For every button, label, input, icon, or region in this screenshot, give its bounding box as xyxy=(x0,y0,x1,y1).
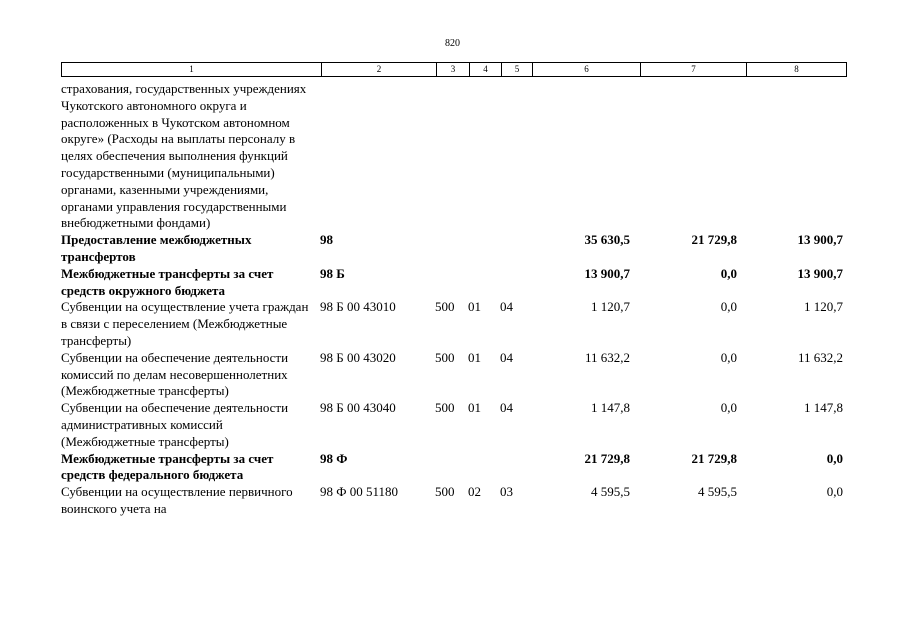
row-regional: 13 900,7 xyxy=(797,265,843,281)
row-code: 98 Б xyxy=(320,265,345,281)
row-pr: 04 xyxy=(500,299,513,315)
row-name: Субвенции на осуществление учета граждан в связи с переселением (Межбюджетные трансферты) xyxy=(61,299,309,348)
row-total: 1 120,7 xyxy=(591,299,630,315)
row-pr: 04 xyxy=(500,400,513,416)
header-col-8: 8 xyxy=(746,63,846,76)
row-pr: 04 xyxy=(500,349,513,365)
row-name: Субвенции на осуществление первичного воинского учета на xyxy=(61,484,293,516)
row-regional: 0,0 xyxy=(826,484,843,500)
page-number: 820 xyxy=(445,38,460,49)
row-code: 98 Ф xyxy=(320,450,348,466)
row-federal: 0,0 xyxy=(720,400,737,416)
row-code: 98 Ф 00 51180 xyxy=(320,484,399,500)
row-federal: 4 595,5 xyxy=(698,484,737,500)
table-row xyxy=(61,484,847,518)
row-rz: 02 xyxy=(468,484,481,500)
row-code: 98 Б 00 43010 xyxy=(320,299,396,315)
row-federal: 0,0 xyxy=(720,299,737,315)
row-total: 11 632,2 xyxy=(584,349,630,365)
row-name: Межбюджетные трансферты за счет средств окружного бюджета xyxy=(61,265,274,298)
row-federal: 21 729,8 xyxy=(691,450,737,466)
row-total: 21 729,8 xyxy=(584,450,630,466)
table-row xyxy=(61,81,847,232)
row-code: 98 Б 00 43040 xyxy=(320,400,396,416)
row-name: Субвенции на обеспечение деятельности комиссий по делам несовершеннолетних (Межбюджетные трансферты) xyxy=(61,349,289,399)
table-row xyxy=(61,299,847,349)
row-total: 13 900,7 xyxy=(584,265,630,281)
row-name: Предоставление межбюджетных трансфертов xyxy=(61,232,252,264)
row-vr: 500 xyxy=(435,400,455,416)
table-row xyxy=(61,232,847,266)
row-federal: 0,0 xyxy=(720,265,737,281)
row-vr: 500 xyxy=(435,299,455,315)
row-federal: 21 729,8 xyxy=(691,232,737,248)
row-vr: 500 xyxy=(435,484,455,500)
row-pr: 03 xyxy=(500,484,513,500)
row-rz: 01 xyxy=(468,349,481,365)
table-header xyxy=(61,62,847,77)
header-col-5: 5 xyxy=(501,63,532,76)
row-name: Субвенции на обеспечение деятельности административных комиссий (Межбюджетные трансферты) xyxy=(61,400,289,449)
header-col-7: 7 xyxy=(640,63,746,76)
row-total: 1 147,8 xyxy=(591,400,630,416)
row-rz: 01 xyxy=(468,299,481,315)
row-vr: 500 xyxy=(435,349,455,365)
row-code: 98 Б 00 43020 xyxy=(320,349,396,365)
row-regional: 1 147,8 xyxy=(804,400,843,416)
row-federal: 0,0 xyxy=(720,349,737,365)
header-col-1: 1 xyxy=(189,64,194,74)
table-row xyxy=(61,350,847,400)
header-col-4: 4 xyxy=(469,63,501,76)
header-col-6: 6 xyxy=(532,63,640,76)
row-rz: 01 xyxy=(468,400,481,416)
row-regional: 1 120,7 xyxy=(804,299,843,315)
row-regional: 0,0 xyxy=(826,450,843,466)
table-row xyxy=(61,451,847,485)
row-regional: 11 632,2 xyxy=(797,349,843,365)
table-body xyxy=(61,81,847,518)
header-col-2: 2 xyxy=(321,63,436,76)
row-code: 98 xyxy=(320,232,333,248)
table-row xyxy=(61,266,847,300)
row-regional: 13 900,7 xyxy=(797,232,843,248)
row-total: 35 630,5 xyxy=(584,232,630,248)
row-name: Межбюджетные трансферты за счет средств федерального бюджета xyxy=(61,450,274,483)
table-row xyxy=(61,400,847,450)
header-col-3: 3 xyxy=(436,63,469,76)
row-total: 4 595,5 xyxy=(591,484,630,500)
row-name: страхования, государственных учреждениях Чукотского автономного округа и расположенных в Чукотском автономном округе» (Расходы на выплаты персоналу в целях обеспечения выполнения функций государственными (муниципальными) органами, казенными учреждениями, органами управления государственными внебюджетными фондами) xyxy=(61,81,307,231)
